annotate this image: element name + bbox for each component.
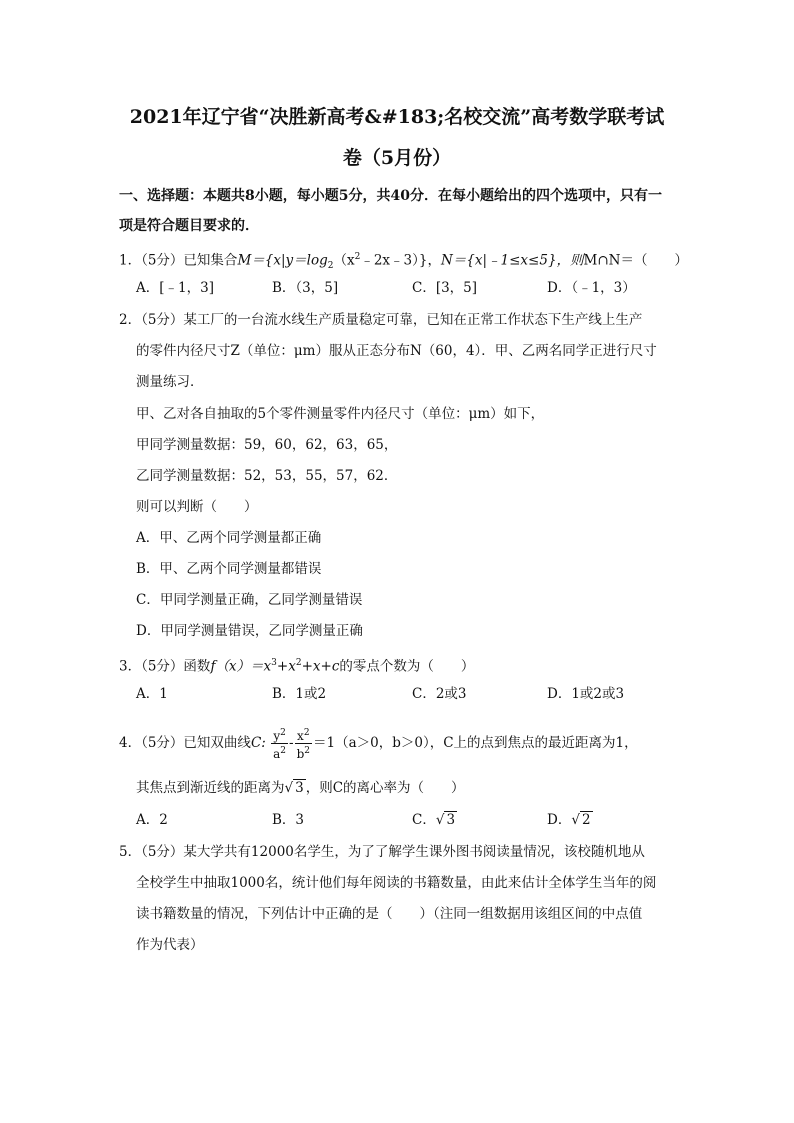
q4-option-c-value: 3 <box>446 812 456 828</box>
q3-option-b: B．1或2 <box>272 686 327 702</box>
q1-option-c: C．[3，5] <box>412 280 478 296</box>
q4-frac1-den: a <box>273 747 281 761</box>
q1-square: 2 <box>354 252 361 262</box>
doc-title-line1: 2021年辽宁省“决胜新高考&#183;名校交流”高考数学联考试 <box>129 106 665 128</box>
q3-power-2: 2 <box>295 658 302 668</box>
q4-option-d-sqrt: √ 2 <box>571 812 591 828</box>
q5-line3: 读书籍数量的情况，下列估计中正确的是（ ）（注同一组数据用该组区间的中点值 <box>136 906 643 922</box>
q2-line4: 甲、乙对各自抽取的5个零件测量零件内径尺寸（单位：μm）如下， <box>136 406 545 422</box>
q5-line1: 5．（5分）某大学共有12000名学生，为了了解学生课外图书阅读量情况，该校随机地从 <box>119 844 645 860</box>
q1-set-m: M＝{x|y＝log <box>237 252 328 269</box>
q2-line5: 甲同学测量数据：59，60，62，63，65， <box>136 437 398 453</box>
q1-log-base: 2 <box>327 261 334 272</box>
q4-frac2-den-sup: 2 <box>304 746 310 756</box>
q2-option-b: B．甲、乙两个同学测量都错误 <box>136 561 322 577</box>
q4-fraction-x-over-b <box>295 726 312 761</box>
q5-line4: 作为代表） <box>136 937 204 953</box>
q2-line3: 测量练习． <box>136 374 204 390</box>
q4-option-b: B．3 <box>272 812 305 828</box>
q1-option-b: B．（3，5] <box>272 280 339 296</box>
q2-option-c: C．甲同学测量正确，乙同学测量错误 <box>136 592 363 608</box>
q4-option-d-label: D． <box>547 812 572 828</box>
doc-title-line2: 卷（5月份） <box>342 147 452 169</box>
q4-frac1-den-sup: 2 <box>280 746 287 756</box>
q4-option-d-value: 2 <box>581 812 591 828</box>
q3-suffix: 的零点个数为（ ） <box>339 658 475 675</box>
q4-curve: C: <box>250 735 266 751</box>
question-1 <box>119 247 688 276</box>
q3-power-3: 3 <box>271 658 277 668</box>
q3-option-c: C．2或3 <box>412 686 467 702</box>
q5-line2: 全校学生中抽取1000名，统计他们每年阅读的书籍数量，由此来估计全体学生当年的阅 <box>136 875 657 891</box>
q1-set-m-end: ﹣2x﹣3）}， <box>360 252 441 269</box>
q3-option-a: A．1 <box>136 686 168 702</box>
question-4 <box>119 726 638 761</box>
q1-set-n: N＝{x|﹣1≤x≤5}，则 <box>440 252 584 269</box>
q4-frac2-den: b <box>296 747 305 761</box>
section-heading-line2: 项是符合题目要求的． <box>119 218 259 234</box>
q4-line2-a: 其焦点到渐近线的距离为 <box>136 780 285 796</box>
q4-prefix: 4．（5分）已知双曲线 <box>119 735 251 751</box>
q4-sqrt-3-value: 3 <box>295 780 304 796</box>
q4-frac1-num-sup: 2 <box>280 728 286 738</box>
q1-set-m-arg: （x <box>333 252 355 269</box>
q1-option-a: A．[﹣1，3] <box>136 280 214 296</box>
q3-function: f（x）＝x <box>210 658 272 675</box>
question-3 <box>119 653 474 677</box>
q1-prefix: 1．（5分）已知集合 <box>119 252 238 269</box>
q4-option-d <box>547 810 593 830</box>
q4-line2-b: ，则C的离心率为（ ） <box>305 780 465 796</box>
q1-option-d: D．（﹣1，3） <box>547 280 636 296</box>
q4-line2 <box>136 778 465 798</box>
q1-intersect: M∩N＝（ ） <box>583 252 688 269</box>
q4-option-c-label: C． <box>412 812 436 828</box>
q4-option-c <box>412 810 457 830</box>
q3-prefix: 3．（5分）函数 <box>119 658 211 675</box>
q2-line6: 乙同学测量数据：52，53，55，57，62． <box>136 468 398 484</box>
q4-frac2-num-sup: 2 <box>303 728 310 738</box>
q4-minus: - <box>289 735 294 751</box>
q4-frac2-num: x <box>297 729 304 743</box>
q2-option-d: D．甲同学测量错误，乙同学测量正确 <box>136 623 363 639</box>
q2-line7: 则可以判断（ ） <box>136 499 258 515</box>
q4-sqrt-3: √ 3 <box>284 780 304 796</box>
q3-rest: +x+c <box>301 658 340 675</box>
q3-plus-x: +x <box>276 658 296 675</box>
q2-line2: 的零件内径尺寸Z（单位：μm）服从正态分布N（60，4）．甲、乙两名同学正进行尺寸 <box>136 343 657 359</box>
q4-equation-rest: ＝1（a＞0，b＞0），C上的点到焦点的最近距离为1， <box>313 735 638 751</box>
q4-option-c-sqrt: √ 3 <box>435 812 456 828</box>
q3-option-d: D．1或2或3 <box>547 686 625 702</box>
q2-option-a: A．甲、乙两个同学测量都正确 <box>136 530 322 546</box>
q4-option-a: A．2 <box>136 812 168 828</box>
q2-line1: 2．（5分）某工厂的一台流水线生产质量稳定可靠，已知在正常工作状态下生产线上生产 <box>119 312 643 328</box>
q4-frac1-num: y <box>273 729 281 743</box>
section-heading-line1: 一、选择题：本题共8小题，每小题5分，共40分．在每小题给出的四个选项中，只有一 <box>119 188 662 204</box>
q4-fraction-y-over-a <box>271 726 288 761</box>
